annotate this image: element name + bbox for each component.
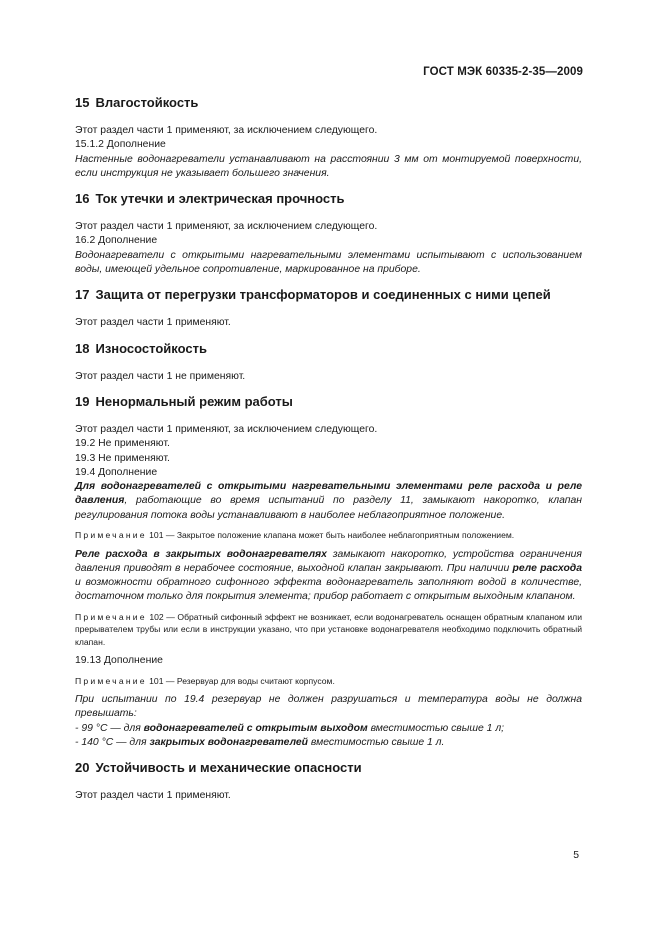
note [75, 675, 582, 688]
section-title: Ток утечки и электрическая прочность [95, 191, 345, 207]
note-label: Примечание [75, 675, 147, 686]
note [75, 611, 582, 649]
page-number: 5 [573, 850, 579, 861]
paragraph-italic: При испытании по 19.4 резервуар не должен разрушаться и температура воды не должна превышать: [75, 694, 582, 720]
section-title: Ненормальный режим работы [95, 393, 293, 409]
clause-label: 19.3 Не применяют. [75, 452, 170, 464]
section-17-heading [75, 286, 582, 303]
document-body [75, 94, 582, 804]
paragraph: Этот раздел части 1 не применяют. [75, 370, 246, 382]
section-18-heading [75, 340, 582, 357]
section-title: Влагостойкость [95, 95, 199, 110]
text-run: вместимостью свыше 1 л. [308, 736, 445, 748]
paragraph-italic: Водонагреватели с открытыми нагревательными элементами испытывают с использованием воды, имеющей удельное сопротивление, маркированное на приборе. [75, 249, 582, 276]
bold-term: Для водонагревателей с открытыми нагревательными элементами реле расхода и реле давления [75, 481, 582, 507]
section-number: 16 [75, 191, 90, 207]
section-19-heading [75, 393, 582, 410]
section-number: 17 [75, 287, 90, 303]
bold-term: Реле расхода в закрытых водонагревателях [75, 548, 327, 560]
paragraph-italic: Настенные водонагреватели устанавливают на расстоянии 3 мм от монтируемой поверхности, если инструкция не указывает большего значения. [75, 153, 582, 179]
clause-label: 19.2 Не применяют. [75, 438, 170, 450]
section-number: 19 [75, 393, 90, 409]
bold-term: реле расхода [512, 562, 582, 574]
paragraph: Этот раздел части 1 применяют. [75, 317, 231, 329]
note-text: 102 — Обратный сифонный эффект не возникает, если водонагреватель оснащен обратным клапаном или прерывателем трубы или если в инструкции указано, что при установке водонагревателя необходимо подключить обратный клапан. [75, 611, 582, 647]
clause-label: 19.4 Дополнение [75, 466, 158, 478]
section-number: 18 [75, 340, 90, 356]
section-number: 20 [75, 760, 90, 776]
list-item [75, 722, 582, 736]
paragraph: Этот раздел части 1 применяют. [75, 790, 231, 802]
clause-label: 16.2 Дополнение [75, 235, 158, 247]
text-run: - 140 °C — для [75, 736, 150, 748]
paragraph: Этот раздел части 1 применяют, за исключением следующего. [75, 221, 378, 233]
text-run: и возможности обратного сифонного эффекта водонагреватель заполняют водой в количестве, достаточном только для покрытия элемента; прибор работает с открытым выходным клапаном. [75, 577, 582, 603]
bold-term: водонагревателей с открытым выходом [143, 722, 368, 734]
section-title: Износостойкость [95, 340, 207, 356]
note-text: 101 — Резервуар для воды считают корпусом. [146, 675, 335, 686]
note [75, 529, 582, 542]
text-run: вместимостью свыше 1 л; [367, 722, 505, 734]
section-16-heading [75, 190, 582, 207]
section-title: Устойчивость и механические опасности [95, 760, 362, 776]
note-label: Примечание [75, 530, 147, 541]
section-title: Защита от перегрузки трансформаторов и соединенных с ними цепей [95, 287, 551, 303]
document-id-header: ГОСТ МЭК 60335-2-35—2009 [423, 66, 583, 78]
note-text: 101 — Закрытое положение клапана может быть наиболее неблагоприятным положением. [146, 530, 515, 541]
paragraph: Этот раздел части 1 применяют, за исключением следующего. [75, 125, 378, 136]
clause-label: 19.13 Дополнение [75, 655, 163, 667]
text-run: , работающие во время испытаний по разделу 11, замыкают накоротко, клапан регулирования потока воды устанавливают в наиболее неблагоприятное положение. [75, 495, 582, 521]
text-run: замыкают накоротко, устройства ограничения давления приводят в нерабочее состояние, выходной клапан закрывают. При наличии [75, 548, 582, 574]
text-run: - 99 °C — для [75, 722, 144, 734]
note-label: Примечание [75, 611, 147, 622]
paragraph-italic [75, 480, 582, 523]
section-20-heading [75, 759, 582, 776]
section-number: 15 [75, 95, 90, 110]
bold-term: закрытых водонагревателей [149, 736, 309, 748]
paragraph: Этот раздел части 1 применяют, за исключением следующего. [75, 423, 378, 435]
section-15-heading [75, 94, 582, 111]
list-item [75, 736, 582, 750]
clause-label: 15.1.2 Дополнение [75, 139, 166, 151]
paragraph-italic [75, 548, 582, 605]
